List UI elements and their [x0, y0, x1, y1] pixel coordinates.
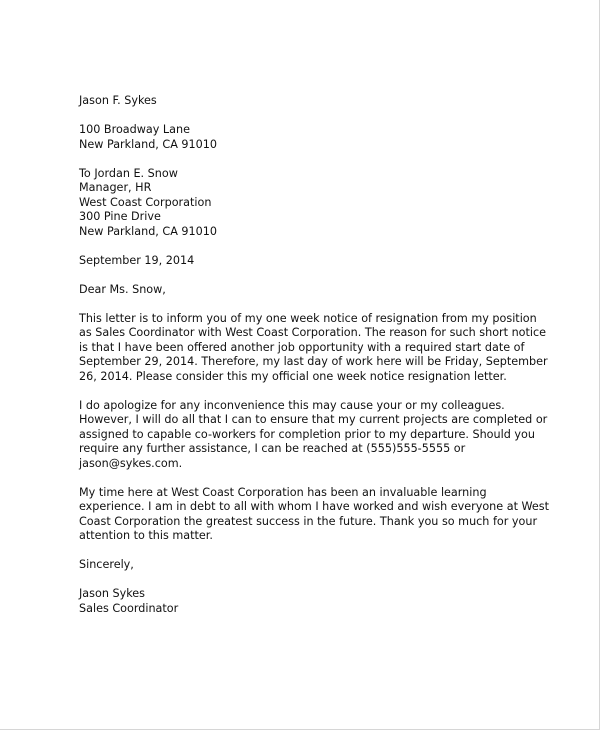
paragraph-line: jason@sykes.com. [79, 456, 183, 470]
sender-address-line1: 100 Broadway Lane [79, 123, 190, 136]
paragraph-line: My time here at West Coast Corporation has been an invaluable learning [79, 485, 487, 499]
paragraph-line: However, I will do all that I can to ensure that my current projects are completed or [79, 413, 548, 426]
paragraph-line: Coast Corporation the greatest success in the future. Thank you so much for your [79, 514, 538, 528]
recipient-company: West Coast Corporation [79, 195, 212, 209]
paragraph-line: require any further assistance, I can be reached at (555)555-5555 or [79, 442, 466, 455]
sender-name: Jason F. Sykes [79, 94, 157, 107]
closing-block [79, 558, 549, 573]
salutation: Dear Ms. Snow, [79, 282, 166, 296]
signature-block [79, 587, 549, 616]
letter-date-block [79, 254, 549, 269]
signature-name: Jason Sykes [79, 587, 145, 600]
paragraph-line: 26, 2014. Please consider this my official one week notice resignation letter. [79, 369, 507, 383]
paragraph-line: I do apologize for any inconvenience this may cause your or my colleagues. [79, 398, 505, 412]
closing: Sincerely, [79, 558, 134, 571]
paragraph-line: experience. I am in debt to all with whom I have worked and wish everyone at West [79, 500, 550, 513]
paragraph-line: This letter is to inform you of my one week notice of resignation from my position [79, 311, 537, 325]
recipient-address [79, 167, 549, 240]
body-paragraph-1 [79, 312, 549, 385]
recipient-address-line2: New Parkland, CA 91010 [79, 224, 218, 238]
recipient-title: Manager, HR [79, 181, 152, 194]
salutation-block [79, 283, 549, 298]
signature-title: Sales Coordinator [79, 601, 179, 615]
paragraph-line: attention to this matter. [79, 529, 213, 542]
letter-date: September 19, 2014 [79, 253, 195, 267]
paragraph-line: September 29, 2014. Therefore, my last day of work here will be Friday, September [79, 355, 548, 368]
resignation-letter [79, 94, 549, 631]
paragraph-line: is that I have been offered another job opportunity with a required start date of [79, 340, 525, 354]
paragraph-line: assigned to capable co-workers for completion prior to my departure. Should you [79, 427, 535, 441]
body-paragraph-2 [79, 399, 549, 472]
sender-address-line2: New Parkland, CA 91010 [79, 137, 218, 151]
recipient-to-line: To Jordan E. Snow [79, 166, 178, 180]
sender-name-block [79, 94, 549, 109]
recipient-address-line1: 300 Pine Drive [79, 210, 161, 223]
paragraph-line: as Sales Coordinator with West Coast Corporation. The reason for such short notice [79, 326, 547, 339]
sender-address [79, 123, 549, 152]
body-paragraph-3 [79, 486, 549, 544]
